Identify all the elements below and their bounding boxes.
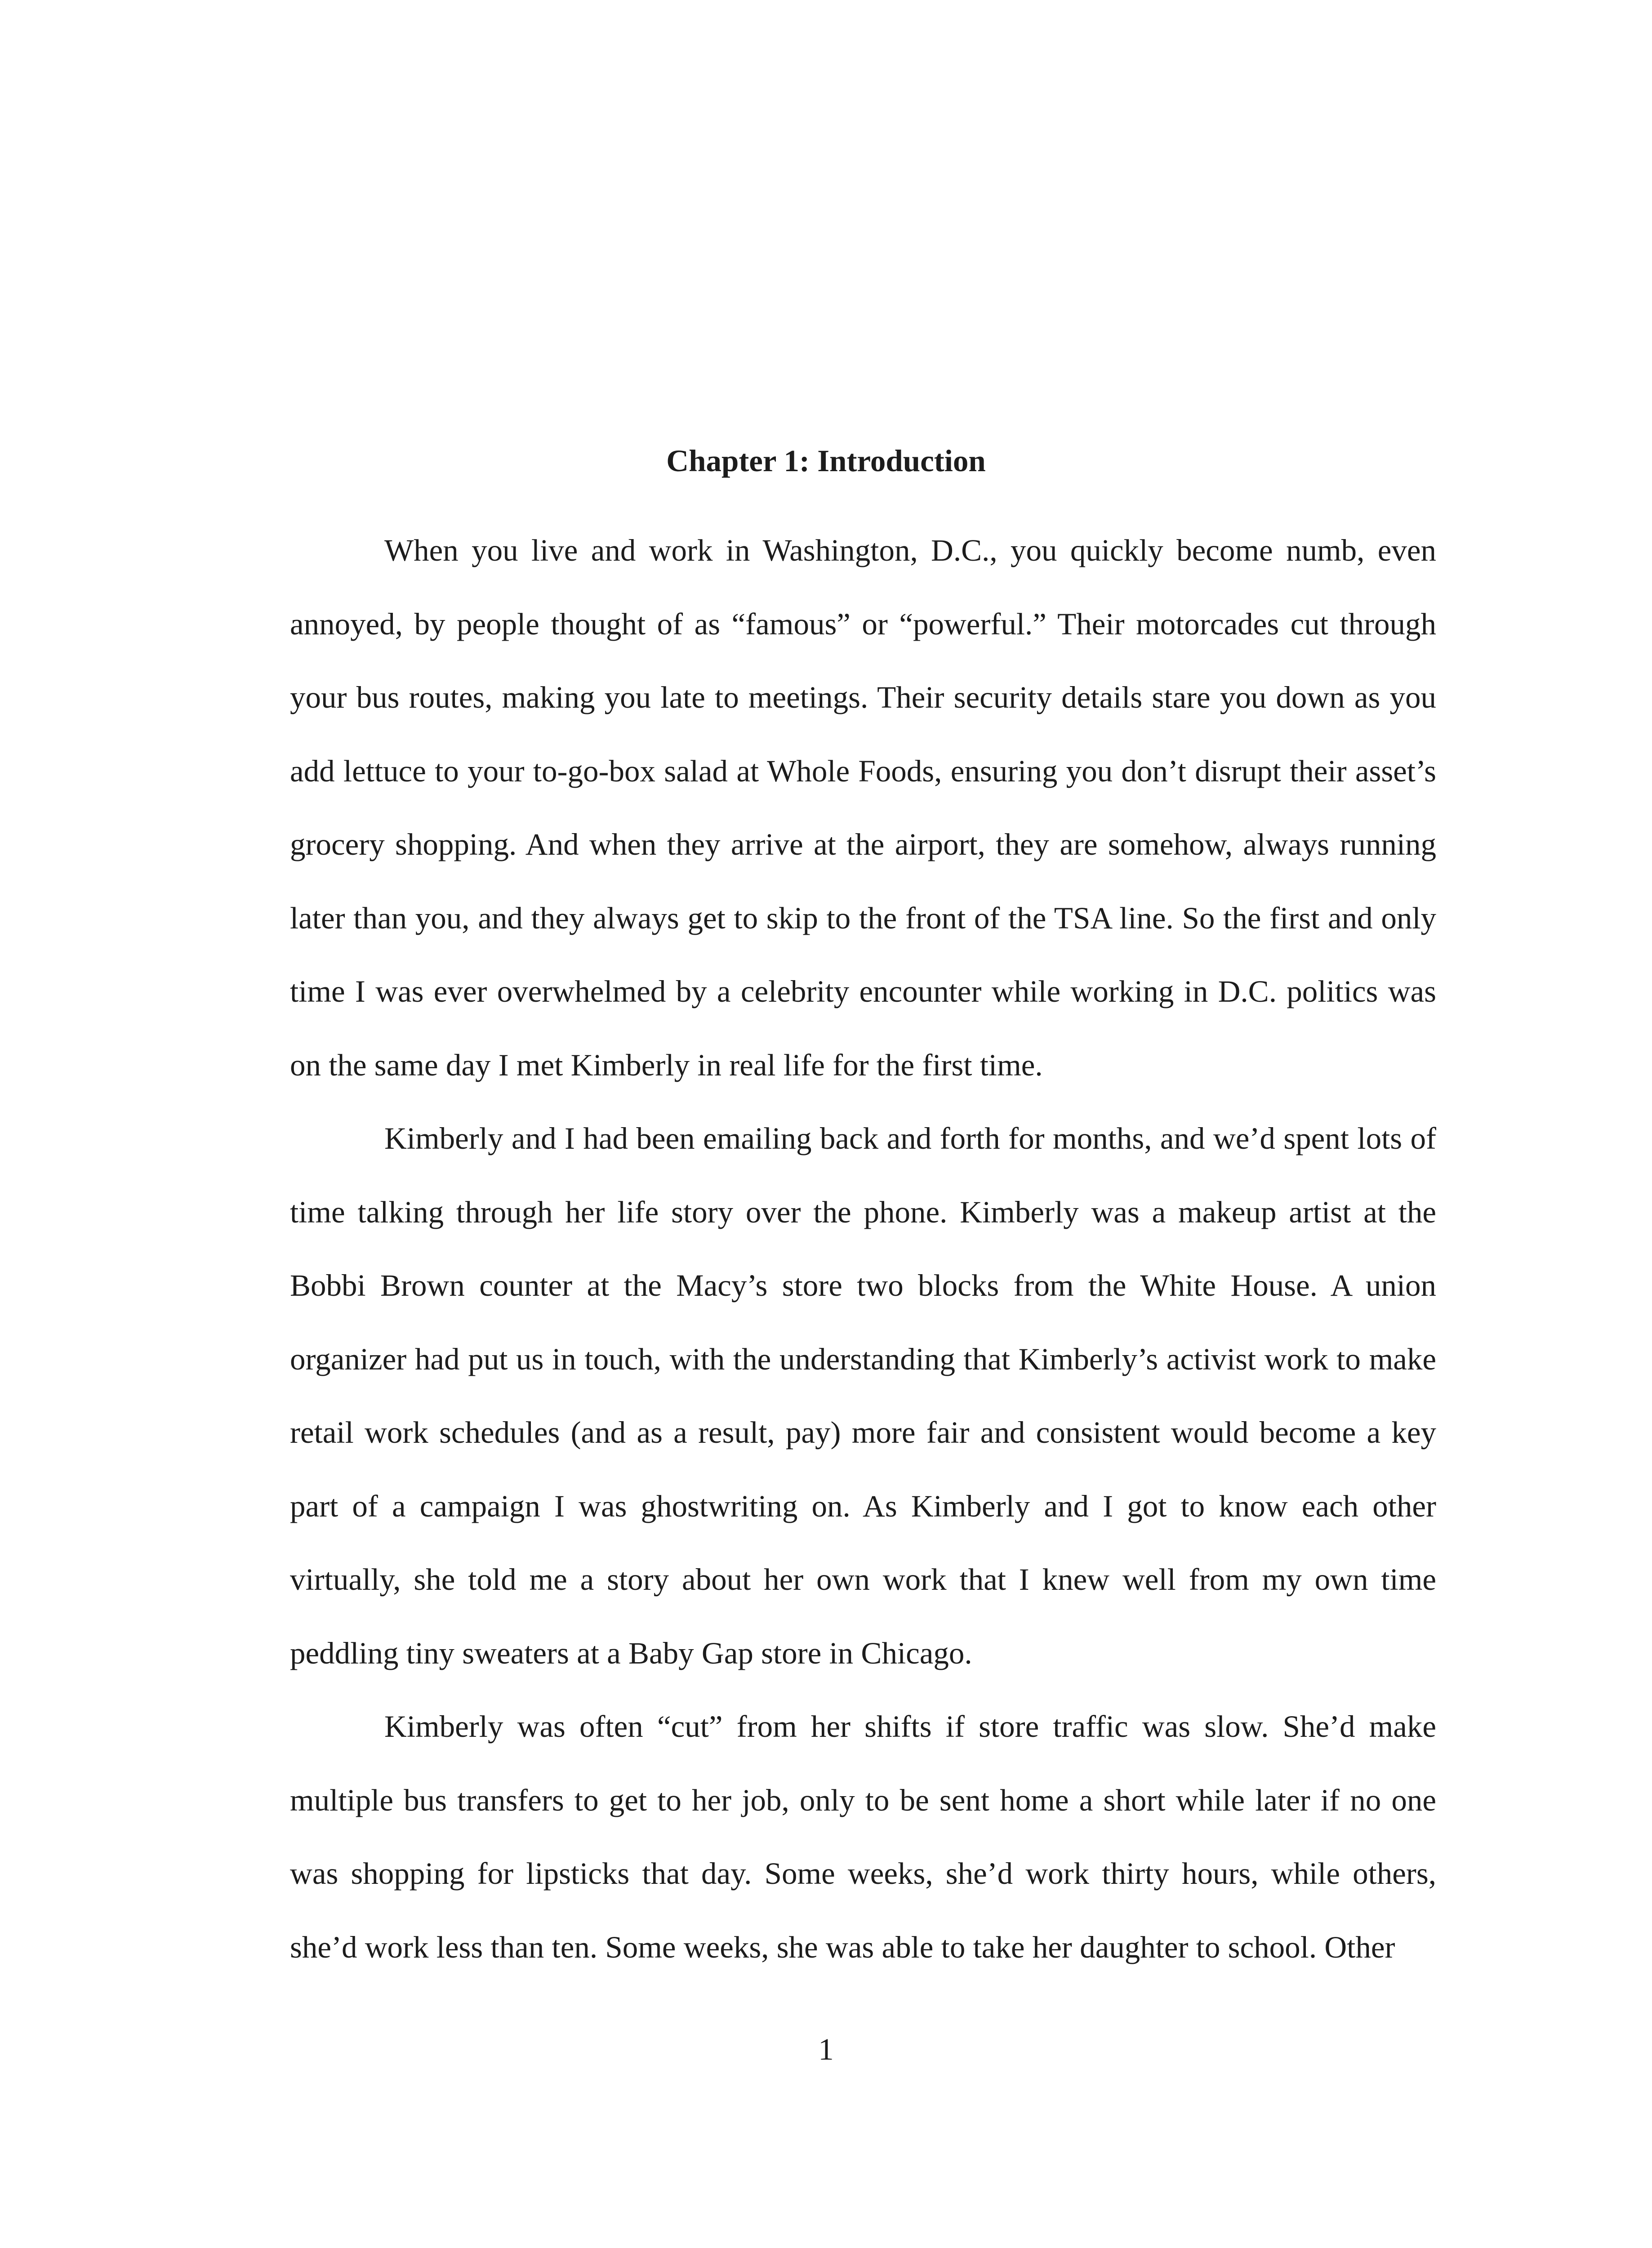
page-number: 1: [818, 2032, 834, 2066]
chapter-title: Chapter 1: Introduction: [666, 444, 986, 478]
paragraph-3: Kimberly was often “cut” from her shifts if store traffic was slow. She’d make multiple bus transfers to get to her job, only to be sent home a short while later if no one was shopping for lipsticks that day. Some weeks, she’d work thirty hours, while others, she’d work less than ten. Some weeks, she was able to take her daughter to school. Other: [290, 1709, 1436, 1964]
paragraph-1: When you live and work in Washington, D.C., you quickly become numb, even annoyed, by people thought of as “famous” or “powerful.” Their motorcades cut through your bus routes, making you late to meetings. Their security details stare you down as you add lettuce to your to-go-box salad at Whole Foods, ensuring you don’t disrupt their asset’s grocery shopping. And when they arrive at the airport, they are somehow, always running later than you, and they always get to skip to the front of the TSA line. So the first and only time I was ever overwhelmed by a celebrity encounter while working in D.C. politics was on the same day I met Kimberly in real life for the first time.: [290, 533, 1436, 1082]
body-text: [290, 514, 1436, 1984]
paragraph-2: Kimberly and I had been emailing back and forth for months, and we’d spent lots of time talking through her life story over the phone. Kimberly was a makeup artist at the Bobbi Brown counter at the Macy’s store two blocks from the White House. A union organizer had put us in touch, with the understanding that Kimberly’s activist work to make retail work schedules (and as a result, pay) more fair and consistent would become a key part of a campaign I was ghostwriting on. As Kimberly and I got to know each other virtually, she told me a story about her own work that I knew well from my own time peddling tiny sweaters at a Baby Gap store in Chicago.: [290, 1121, 1436, 1670]
